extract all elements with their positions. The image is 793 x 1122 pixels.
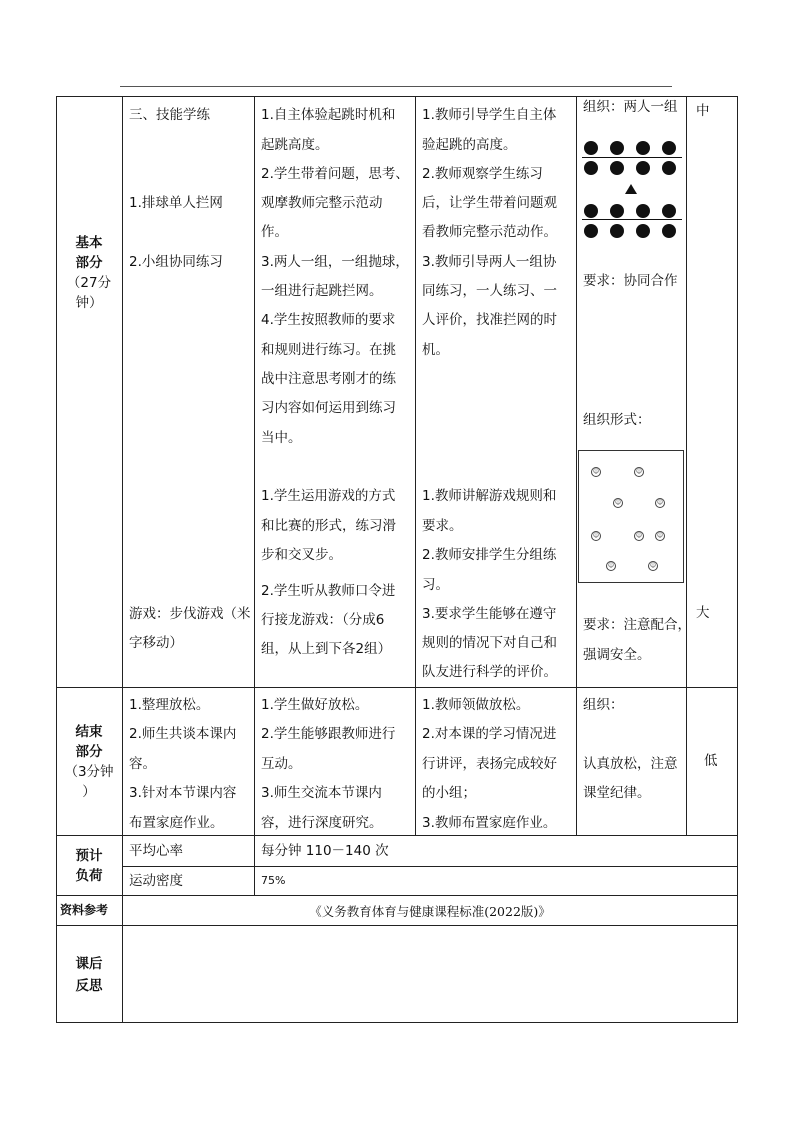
teacher-line: 1.教师讲解游戏规则和 [422,488,557,504]
column-divider [686,96,687,835]
content-line: 布置家庭作业。 [129,815,224,831]
density-label: 运动密度 [129,873,183,889]
student-dot [636,224,650,238]
student-face-icon: ☺ [592,468,600,475]
teacher-line: 3.要求学生能够在遵守 [422,606,557,622]
game-formation-diagram [578,450,684,583]
organization-text: 组织：两人一组 [583,99,678,115]
column-divider [122,96,123,1023]
teacher-line: 的小组； [422,785,476,801]
column-divider [254,835,255,895]
student-dot [610,161,624,175]
student-line: 2.学生带着问题，思考、 [261,166,409,182]
intensity-text: 大 [696,605,710,621]
heart-rate-label: 平均心率 [129,843,183,859]
student-face-icon: ☺ [656,499,664,506]
student-dot [636,141,650,155]
student-line: 行接龙游戏：（分成6 [261,612,385,628]
student-dot [584,224,598,238]
student-line: 组，从上到下各2组） [261,641,392,657]
student-line: 当中。 [261,430,302,446]
teacher-line: 机。 [422,342,449,358]
student-dot [610,204,624,218]
student-line: 战中注意思考刚才的练 [261,371,396,387]
student-dot [610,224,624,238]
section-label-line: 部分 [75,744,103,760]
content-line: 2.师生共谈本课内 [129,726,237,742]
student-line: 观摩教师完整示范动 [261,195,383,211]
student-dot [662,141,676,155]
student-face-icon: ☺ [656,532,664,539]
teacher-line: 行讲评，表扬完成较好 [422,756,557,772]
student-line: 1.学生做好放松。 [261,697,369,713]
content-line: 字移动） [129,635,183,651]
student-dot [584,161,598,175]
student-face-icon: ☺ [635,468,643,475]
section-label-line: 预计 [75,848,103,864]
student-line: 和比赛的形式，练习滑 [261,518,396,534]
teacher-line: 看教师完整示范动作。 [422,224,557,240]
formation-label: 组织形式： [583,412,651,428]
row-divider [122,866,738,867]
student-line: 3.两人一组，一组抛球， [261,254,409,270]
requirement-text: 要求：协同合作 [583,273,678,289]
teacher-line: 后，让学生带着问题观 [422,195,557,211]
teacher-line: 人评价，找准拦网的时 [422,312,557,328]
student-face-icon: ☺ [649,562,657,569]
table-border-left [56,96,57,1023]
student-line: 步和交叉步。 [261,547,342,563]
section-label-line: （27分 [66,275,112,291]
section-label-line: ） [82,784,96,800]
student-line: 1.学生运用游戏的方式 [261,488,396,504]
student-dot [610,141,624,155]
student-dot [636,204,650,218]
table-border-right [737,96,738,1023]
teacher-line: 习。 [422,577,449,593]
student-line: 3.师生交流本节课内 [261,785,382,801]
section-label-line: 负荷 [75,868,103,884]
reference-value: 《义务教育体育与健康课程标准(2022版)》 [309,904,551,919]
student-line: 作。 [261,224,288,240]
content-line: 2.小组协同练习 [129,254,223,270]
content-line: 容。 [129,756,156,772]
heart-rate-value: 每分钟 110－140 次 [261,843,389,859]
net-line [582,219,682,220]
teacher-line: 验起跳的高度。 [422,137,517,153]
section-label-line: 结束 [75,724,103,740]
reflection-cell[interactable] [123,926,737,1022]
section-label-line: 课后 [75,956,103,972]
content-line: 1.排球单人拦网 [129,195,223,211]
intensity-text: 中 [696,103,710,119]
student-face-icon: ☺ [635,532,643,539]
net-line [582,157,682,158]
content-line: 三、技能学练 [129,107,210,123]
student-line: 习内容如何运用到练习 [261,400,396,416]
student-line: 2.学生能够跟教师进行 [261,726,396,742]
student-line: 2.学生听从教师口令进 [261,583,396,599]
column-divider [254,96,255,835]
student-dot [662,224,676,238]
reference-label: 资料参考 [60,903,109,917]
organization-line: 组织： [583,697,624,713]
student-dot [584,141,598,155]
content-line: 游戏：步伐游戏（米 [129,606,251,622]
student-dot [662,204,676,218]
teacher-line: 规则的情况下对自己和 [422,635,557,651]
teacher-line: 2.教师观察学生练习 [422,166,543,182]
student-line: 一组进行起跳拦网。 [261,283,383,299]
section-label-line: 钟） [75,295,103,311]
density-value: 75% [261,874,286,887]
organization-line: 认真放松，注意 [583,756,678,772]
requirement-line: 要求：注意配合， [583,617,691,633]
teacher-line: 2.对本课的学习情况进 [422,726,557,742]
student-face-icon: ☺ [614,499,622,506]
section-label-line: 部分 [75,255,103,271]
student-face-icon: ☺ [607,562,615,569]
student-face-icon: ☺ [592,532,600,539]
content-line: 1.整理放松。 [129,697,210,713]
table-border-bottom [56,1022,738,1023]
teacher-line: 2.教师安排学生分组练 [422,547,557,563]
header-rule [120,86,672,87]
teacher-line: 1.教师引导学生自主体 [422,107,557,123]
column-divider [576,96,577,835]
student-dot [584,204,598,218]
section-label-line: 基本 [75,235,103,251]
student-line: 1.自主体验起跳时机和 [261,107,396,123]
student-line: 和规则进行练习。在挑 [261,342,396,358]
organization-line: 课堂纪律。 [583,785,651,801]
section-label-line: （3分钟 [64,764,114,780]
teacher-line: 3.教师布置家庭作业。 [422,815,557,831]
column-divider [415,96,416,835]
section-label-line: 反思 [75,978,103,994]
ending-intensity-text: 低 [704,753,718,769]
student-line: 4.学生按照教师的要求 [261,312,396,328]
student-dot [636,161,650,175]
teacher-line: 队友进行科学的评价。 [422,664,557,680]
teacher-line: 要求。 [422,518,463,534]
student-dot [662,161,676,175]
student-line: 起跳高度。 [261,137,329,153]
student-line: 互动。 [261,756,302,772]
student-line: 容，进行深度研究。 [261,815,383,831]
teacher-line: 同练习，一人练习、一 [422,283,557,299]
teacher-line: 1.教师领做放松。 [422,697,530,713]
teacher-triangle-icon [625,184,637,194]
content-line: 3.针对本节课内容 [129,785,237,801]
requirement-line: 强调安全。 [583,647,651,663]
row-divider [56,687,738,688]
teacher-line: 3.教师引导两人一组协 [422,254,557,270]
